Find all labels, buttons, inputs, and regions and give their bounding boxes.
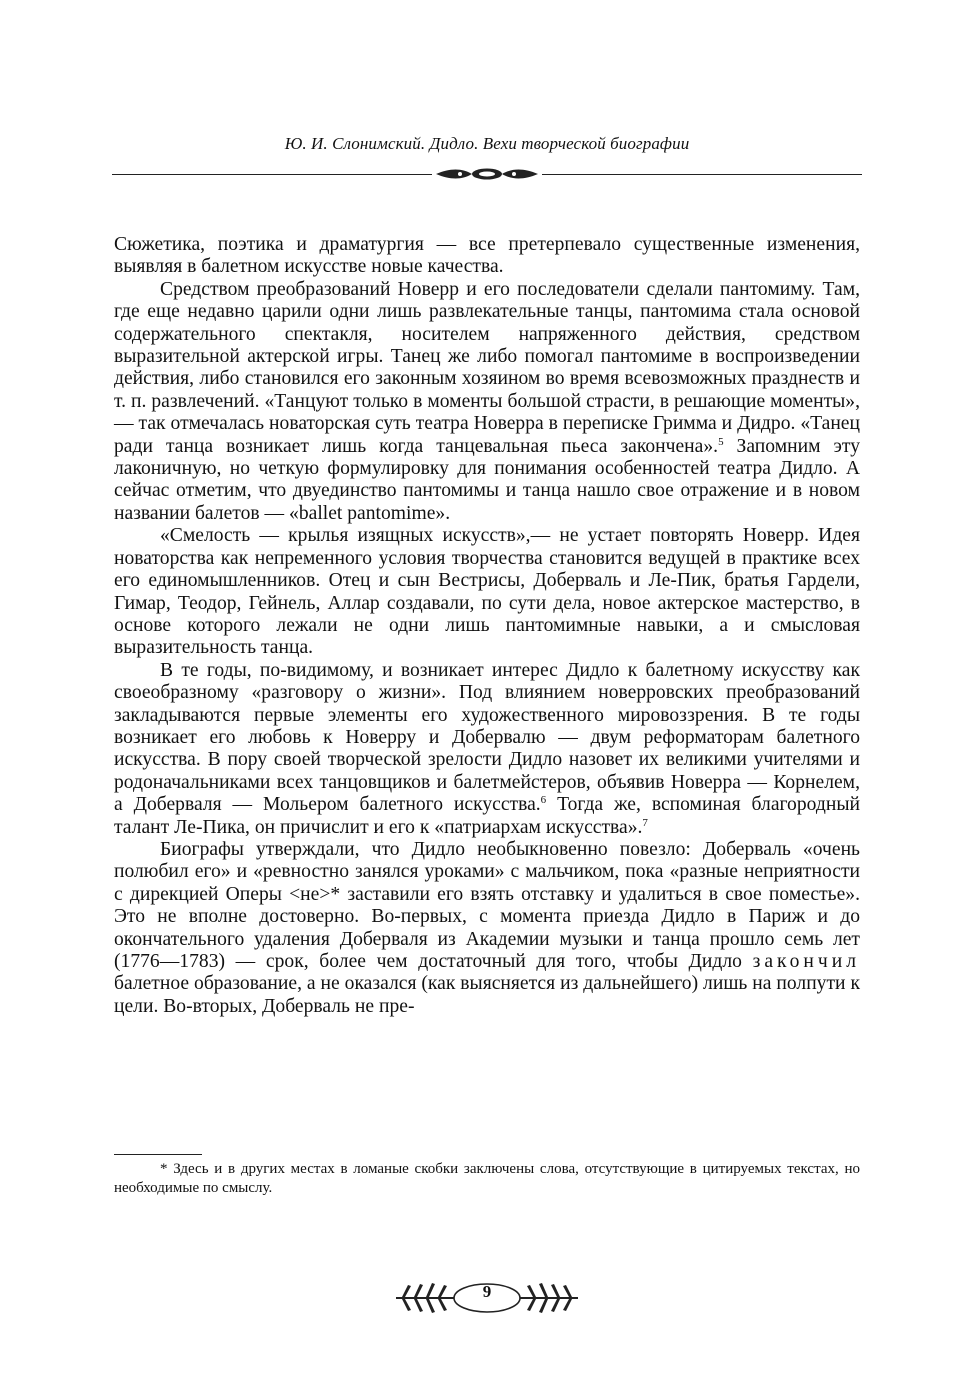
body-text [114,234,860,1018]
note-ref-5: 5 [718,435,724,448]
note-ref-6: 6 [540,794,547,807]
paragraph-1: Сюжетика, поэтика и драматургия — все претерпевало существенные изменения, выявляя в балетном искусстве новые качества. [114,234,860,278]
running-title: Ю. И. Слонимский. Дидло. Вехи творческой биографии [284,134,690,153]
spaced-emphasis: закончил [752,951,860,972]
footnote-rule [114,1154,202,1155]
paragraph-4: В те годы, по-видимому, и возникает интерес Дидло к балетному искусству как своеобразному «разговору о жизни». Под влиянием новерровских преобразований закладываются первые элементы его художественного мировоззрения. В те годы возникает его любовь к Новерру и Добервалю — двум реформаторам балетного искусства. В пору своей творческой зрелости Дидло назовет их великими учителями и родоначальниками всех танцовщиков и балетмейстеров, объявив Новерра — Корнелем, а Доберваля — Мольером балетного искусства.$^6$ Тогда же, вспоминая благородный талант Ле-Пика, он причислит и его к «патриархам искусства».$^7$ [114,659,860,838]
page-number: 9 [482,1282,492,1301]
flourish-ornament-icon [432,166,542,182]
footnote: * Здесь и в других местах в ломаные скобки заключены слова, отсутствующие в цитируемых текстах, но необходимые по смыслу. [114,1161,860,1196]
paragraph-2: Средством преобразований Новерр и его последователи сделали пантомиму. Там, где еще недавно царили одни лишь развлекательные танцы, пантомима стала основой содержательного спектакля, носителем напряженного действия, средством выразительной актерской игры. Танец же либо помогал пантомиме в воспроизведении действия, либо становился его законным хозяином во время всевозможных празднеств и т. п. развлечений. «Танцуют только в моменты большой страсти, в решающие моменты»,— так отмечалась новаторская суть театра Новерра в переписке Гримма и Дидро. «Танец ради танца возникает лишь когда танцевальная пьеса закончена».$^5$ Запомним эту лаконичную, но четкую формулировку для понимания особенностей театра Дидло. А сейчас отметим, что двуединство пантомимы и танца нашло свое отражение и в новом названии балетов — «ballet pantomime». [114,278,860,524]
paragraph-5: Биографы утверждали, что Дидло необыкновенно повезло: Доберваль «очень полюбил его» и «ревностно занялся уроками» с мальчиком, пока «разные неприятности с дирекцией Оперы <не>* заставили его взять отставку и удалиться в свое поместье». Это не вполне достоверно. Во-первых, с момента приезда Дидло в Париж и до окончательного удаления Доберваля из Академии музыки и танца прошло семь лет (1776—1783) — срок, более чем достаточный для того, чтобы Дидло закончил балетное образование, а не оказался (как выясняется из дальнейшего) лишь на полпути к цели. Во-вторых, Доберваль не пре- [114,838,860,1017]
note-ref-7: 7 [642,816,648,829]
paragraph-3: «Смелость — крылья изящных искусств»,— не устает повторять Новерр. Идея новаторства как непременного условия творчества становится ведущей в практике всех его единомышленников. Отец и сын Вестрисы, Доберваль и Ле-Пик, братья Гардели, Гимар, Теодор, Гейнель, Аллар создавали, по сути дела, новое актерское мастерство, в основе которого лежали не одни лишь пантомимные навыки, а и смысловая выразительность танца. [114,525,860,659]
